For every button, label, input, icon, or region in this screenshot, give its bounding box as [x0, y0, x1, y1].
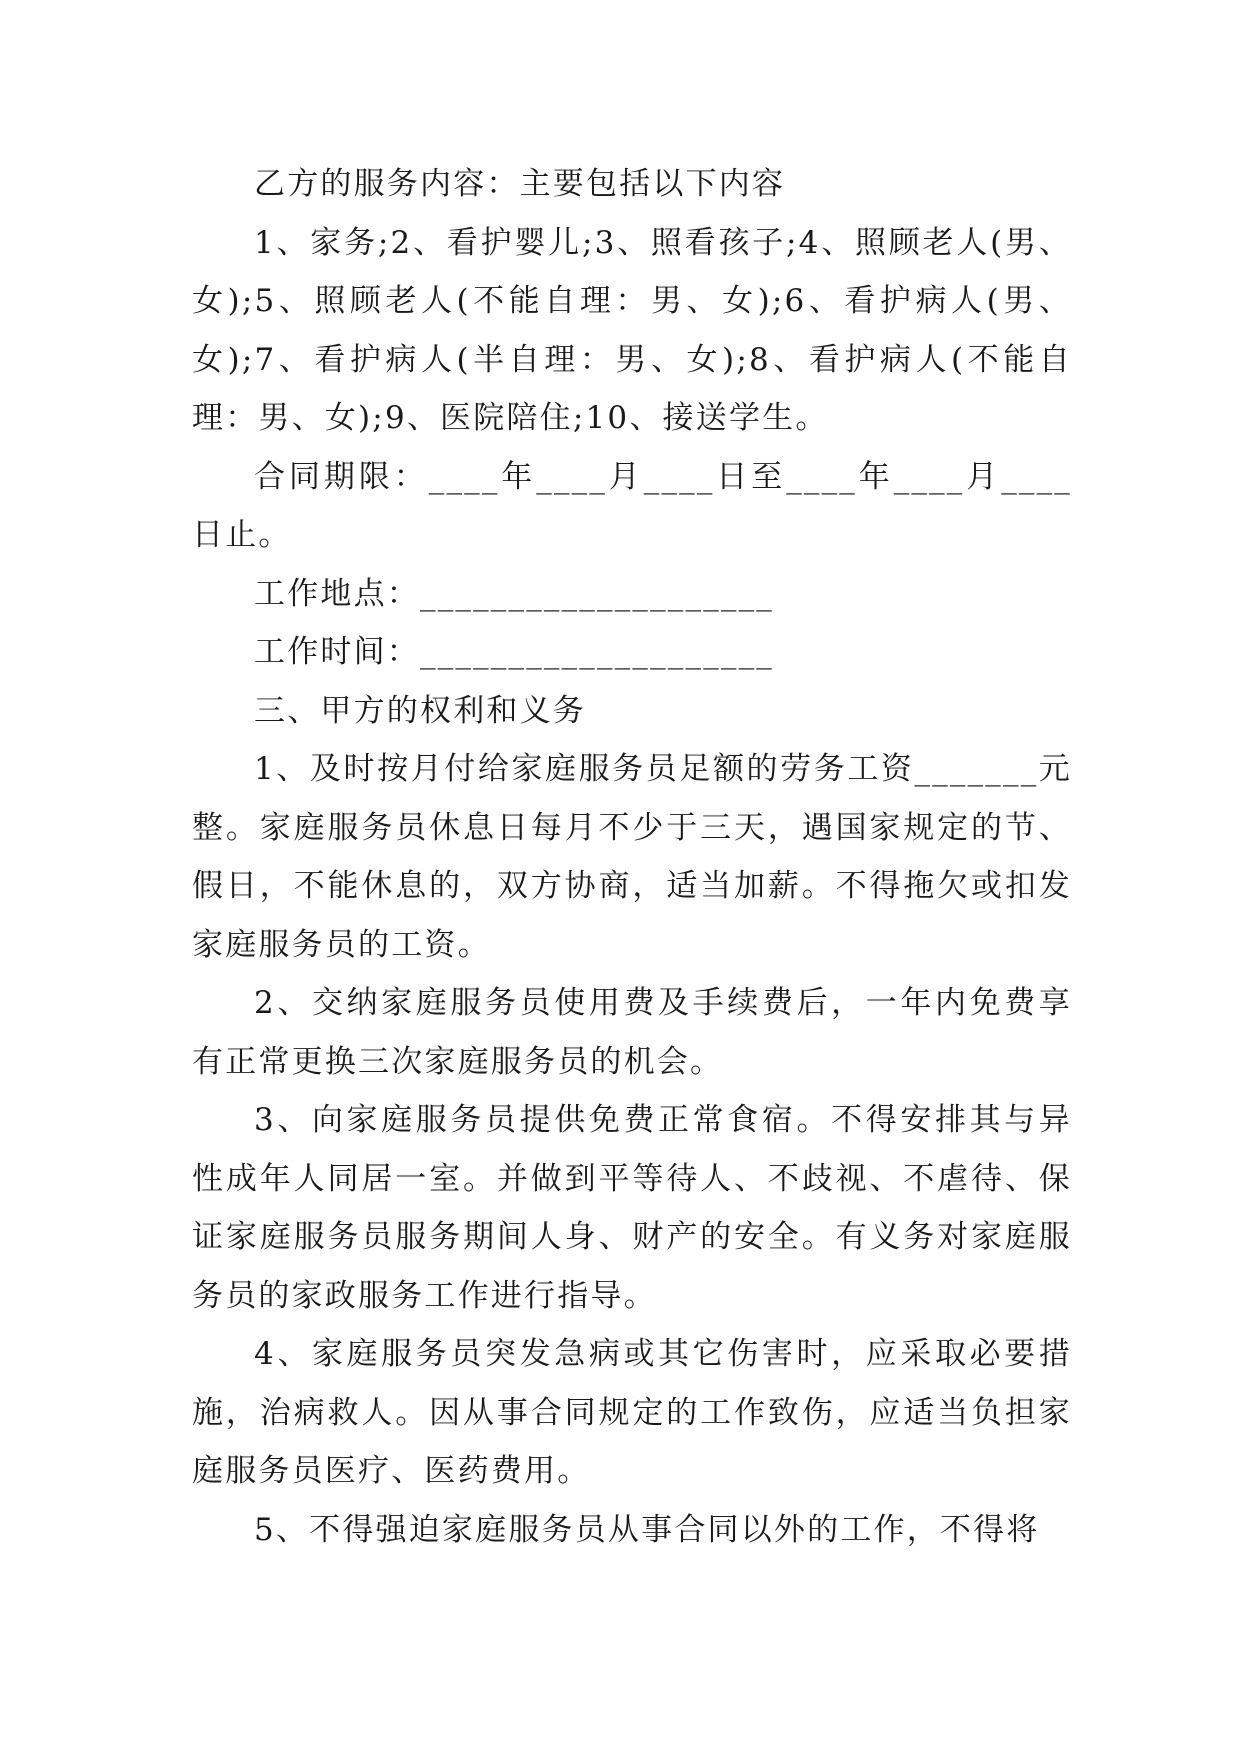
- document-page: [192, 155, 1072, 1559]
- clause-2-replacement: 2、交纳家庭服务员使用费及手续费后，一年内免费享有正常更换三次家庭服务员的机会。: [192, 985, 1072, 1080]
- clause-5-no-extra-work: 5、不得强迫家庭服务员从事合同以外的工作，不得将: [254, 1511, 1040, 1548]
- contract-term: 合同期限：____年____月____日至____年____月____日止。: [192, 458, 1072, 553]
- clause-1-wages: 1、及时按月付给家庭服务员足额的劳务工资_______元整。家庭服务员休息日每月不少于三天，遇国家规定的节、假日，不能休息的，双方协商，适当加薪。不得拖欠或扣发家庭服务员的工资。: [192, 751, 1072, 963]
- clause-4-illness-injury: 4、家庭服务员突发急病或其它伤害时，应采取必要措施，治病救人。因从事合同规定的工作致伤，应适当负担家庭服务员医疗、医药费用。: [192, 1336, 1072, 1489]
- work-hours: 工作时间：____________________: [254, 634, 774, 670]
- work-location: 工作地点：____________________: [254, 575, 774, 612]
- clause-3-room-board: 3、向家庭服务员提供免费正常食宿。不得安排其与异性成年人同居一室。并做到平等待人、不歧视、不虐待、保证家庭服务员服务期间人身、财产的安全。有义务对家庭服务员的家政服务工作进行指导。: [192, 1102, 1072, 1314]
- service-items-list: 1、家务;2、看护婴儿;3、照看孩子;4、照顾老人(男、女);5、照顾老人(不能自理：男、女);6、看护病人(男、女);7、看护病人(半自理：男、女);8、看护病人(不能自理：男、女);9、医院陪住;10、接送学生。: [192, 224, 1072, 436]
- section-heading-party-a-rights: 三、甲方的权利和义务: [254, 692, 586, 729]
- service-content-heading: 乙方的服务内容：主要包括以下内容: [254, 166, 786, 202]
